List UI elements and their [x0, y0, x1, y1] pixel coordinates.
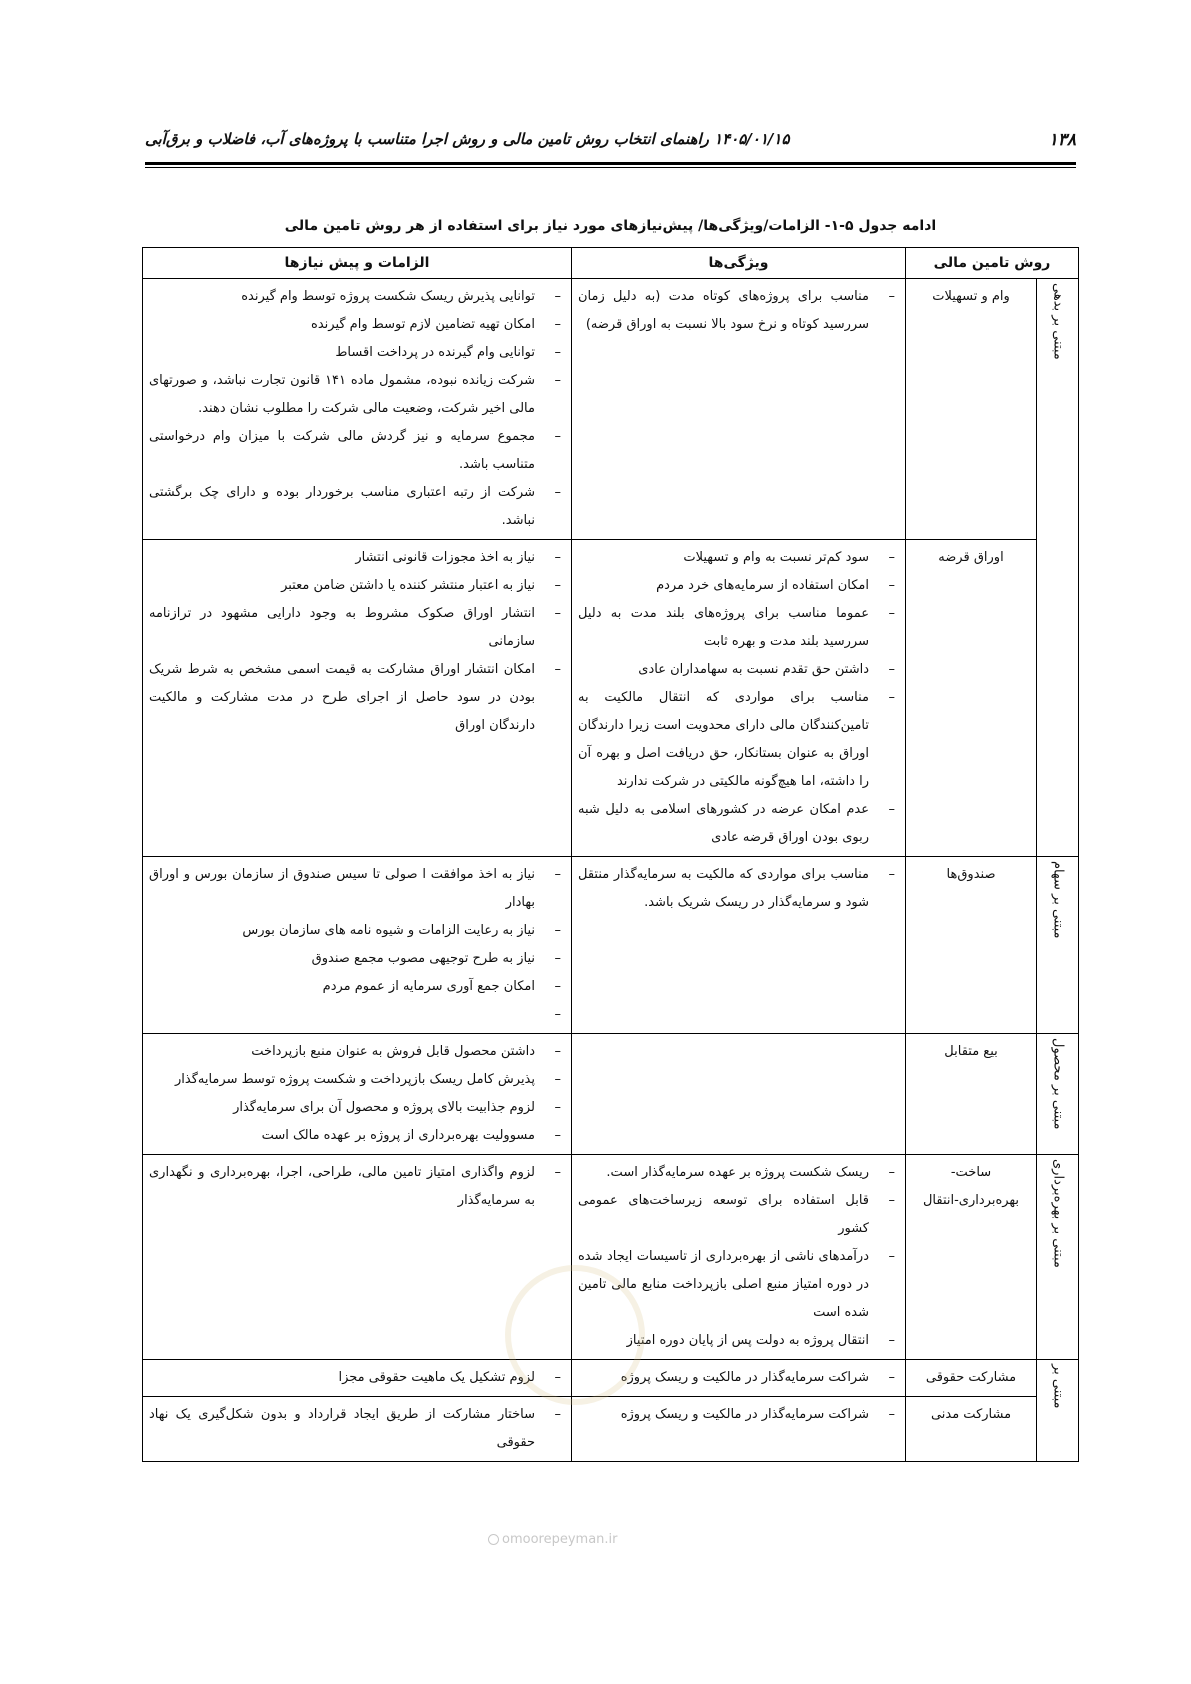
features-cell [572, 1034, 906, 1155]
list-item [149, 1001, 565, 1029]
requirements-cell [143, 1034, 572, 1155]
column-header-requirements: الزامات و پیش نیازها [143, 248, 572, 279]
header-rule-thick [145, 162, 1076, 165]
features-cell [572, 1397, 906, 1462]
list-item: – نیاز به طرح توجیهی مصوب مجمع صندوق [149, 945, 565, 973]
method-cell: اوراق قرضه [906, 540, 1037, 857]
column-header-method: روش تامین مالی [906, 248, 1079, 279]
watermark-site-text: omoorepeyman.ir [502, 1532, 618, 1547]
method-cell: مشارکت مدنی [906, 1397, 1037, 1462]
watermark-site [488, 1532, 617, 1547]
table-caption: ادامه جدول ۵-۱- الزامات/ویژگی‌ها/ پیش‌نیازهای مورد نیاز برای استفاده از هر روش تامین مالی [284, 218, 937, 234]
requirements-cell [143, 1360, 572, 1397]
list-item: – عدم امکان عرضه در کشورهای اسلامی به دلیل شبه ربوی بودن اوراق قرضه عادی [578, 796, 899, 852]
list-item: – نیاز به رعایت الزامات و شیوه نامه های سازمان بورس [149, 917, 565, 945]
category-label: مبتنی بر محصول [1050, 1038, 1066, 1130]
table-row [143, 1034, 1079, 1155]
list-item: – نیاز به اخذ موافقت ا صولی تا سیس صندوق از سازمان بورس و اوراق بهادار [149, 861, 565, 917]
list-item: – انتقال پروژه به دولت پس از پایان دوره امتیاز [578, 1327, 899, 1355]
method-line: ساخت- [950, 1165, 992, 1180]
running-title: ۱۴۰۵/۰۱/۱۵ راهنمای انتخاب روش تامین مالی و روش اجرا متناسب با پروژه‌های آب، فاضلاب و برق‌آبی [145, 130, 790, 148]
features-cell [572, 279, 906, 540]
list-item: – داشتن محصول قابل فروش به عنوان منبع بازپرداخت [149, 1038, 565, 1066]
method-cell: وام و تسهیلات [906, 279, 1037, 540]
list-item: – امکان تهیه تضامین لازم توسط وام گیرنده [149, 311, 565, 339]
requirements-cell [143, 1155, 572, 1360]
method-cell: مشارکت حقوقی [906, 1360, 1037, 1397]
list-item: – نیاز به اخذ مجوزات قانونی انتشار [149, 544, 565, 572]
list-item: – شراکت سرمایه‌گذار در مالکیت و ریسک پروژه [578, 1401, 899, 1429]
method-cell: بیع متقابل [906, 1034, 1037, 1155]
list-item: – لزوم تشکیل یک ماهیت حقوقی مجزا [149, 1364, 565, 1392]
list-item: – شرکت از رتبه اعتباری مناسب برخوردار بوده و دارای چک برگشتی نباشد. [149, 479, 565, 535]
list-item: – امکان جمع آوری سرمایه از عموم مردم [149, 973, 565, 1001]
requirements-cell [143, 857, 572, 1034]
method-cell [906, 1155, 1037, 1360]
table-row [143, 1360, 1079, 1397]
list-item: – سود کم‌تر نسبت به وام و تسهیلات [578, 544, 899, 572]
list-item: – قابل استفاده برای توسعه زیرساخت‌های عمومی کشور [578, 1187, 899, 1243]
list-item: – مناسب برای مواردی که انتقال مالکیت به تامین‌کنندگان مالی دارای محدویت است زیرا دارندگان اوراق به عنوان بستانکار، حق دریافت اصل و بهره آن را داشته، اما هیچ‌گونه مالکیتی در شرکت ندارند [578, 684, 899, 796]
table-row [143, 540, 1079, 857]
list-item: – نیاز به اعتبار منتشر کننده یا داشتن ضامن معتبر [149, 572, 565, 600]
requirements-cell [143, 279, 572, 540]
features-cell [572, 857, 906, 1034]
list-item: – شرکت زیانده نبوده، مشمول ماده ۱۴۱ قانون تجارت نباشد، و صورتهای مالی اخیر شرکت، وضعیت مالی شرکت را مطلوب نشان دهند. [149, 367, 565, 423]
category-label: مبتنی بر بهره‌برداری [1050, 1159, 1066, 1268]
category-cell-debt [1037, 279, 1079, 857]
list-item: – انتشار اوراق صکوک مشروط به وجود دارایی مشهود در ترازنامه سازمانی [149, 600, 565, 656]
list-item: – شراکت سرمایه‌گذار در مالکیت و ریسک پروژه [578, 1364, 899, 1392]
list-item: – داشتن حق تقدم نسبت به سهامداران عادی [578, 656, 899, 684]
financing-methods-table [142, 247, 1079, 1462]
list-item: – مناسب برای مواردی که مالکیت به سرمایه‌گذار منتقل شود و سرمایه‌گذار در ریسک شریک باشد. [578, 861, 899, 917]
table-row [143, 279, 1079, 540]
list-item: – امکان انتشار اوراق مشارکت به قیمت اسمی مشخص به شرط شریک بودن در سود حاصل از اجرای طرح در مدت مشارکت و مالکیت دارندگان اوراق [149, 656, 565, 740]
table-row [143, 1397, 1079, 1462]
category-label: مبتنی بر [1050, 1364, 1066, 1409]
category-cell-operation [1037, 1155, 1079, 1360]
requirements-cell [143, 540, 572, 857]
category-cell-equity [1037, 857, 1079, 1034]
list-item: – پذیرش کامل ریسک بازپرداخت و شکست پروژه توسط سرمایه‌گذار [149, 1066, 565, 1094]
list-item: – مجموع سرمایه و نیز گردش مالی شرکت با میزان وام درخواستی متناسب باشد. [149, 423, 565, 479]
list-item: – عموما مناسب برای پروژه‌های بلند مدت به دلیل سررسید بلند مدت و بهره ثابت [578, 600, 899, 656]
method-line: بهره‌برداری-انتقال [922, 1193, 1020, 1208]
list-item: – مسوولیت بهره‌برداری از پروژه بر عهده مالک است [149, 1122, 565, 1150]
category-cell-partnership [1037, 1360, 1079, 1462]
table-row [143, 1155, 1079, 1360]
list-item: – مناسب برای پروژه‌های کوتاه مدت (به دلیل زمان سررسید کوتاه و نرخ سود بالا نسبت به اوراق قرضه) [578, 283, 899, 339]
list-item: – ریسک شکست پروژه بر عهده سرمایه‌گذار است. [578, 1159, 899, 1187]
category-label: مبتنی بر سهام [1050, 861, 1066, 939]
list-item: – ساختار مشارکت از طریق ایجاد قرارداد و بدون شکل‌گیری یک نهاد حقوقی [149, 1401, 565, 1457]
header-rule-thin [145, 167, 1076, 168]
features-cell [572, 1155, 906, 1360]
category-label: مبتنی بر بدهی [1050, 283, 1066, 360]
list-item: – امکان استفاده از سرمایه‌های خرد مردم [578, 572, 899, 600]
page-header [145, 130, 1076, 152]
category-cell-product [1037, 1034, 1079, 1155]
table-header-row [143, 248, 1079, 279]
method-cell: صندوق‌ها [906, 857, 1037, 1034]
list-item: – لزوم جذابیت بالای پروژه و محصول آن برای سرمایه‌گذار [149, 1094, 565, 1122]
requirements-cell [143, 1397, 572, 1462]
list-item: – لزوم واگذاری امتیاز تامین مالی، طراحی، اجرا، بهره‌برداری و نگهداری به سرمایه‌گذار [149, 1159, 565, 1215]
list-item: – درآمدهای ناشی از بهره‌برداری از تاسیسات ایجاد شده در دوره امتیاز منبع اصلی بازپرداخت منابع مالی تامین شده است [578, 1243, 899, 1327]
features-cell [572, 540, 906, 857]
list-item: – توانایی وام گیرنده در پرداخت اقساط [149, 339, 565, 367]
column-header-features: ویژگی‌ها [572, 248, 906, 279]
page-number: ۱۳۸ [1048, 130, 1076, 150]
watermark-logo-icon [488, 1534, 499, 1545]
list-item: – توانایی پذیرش ریسک شکست پروژه توسط وام گیرنده [149, 283, 565, 311]
features-cell [572, 1360, 906, 1397]
table-row [143, 857, 1079, 1034]
